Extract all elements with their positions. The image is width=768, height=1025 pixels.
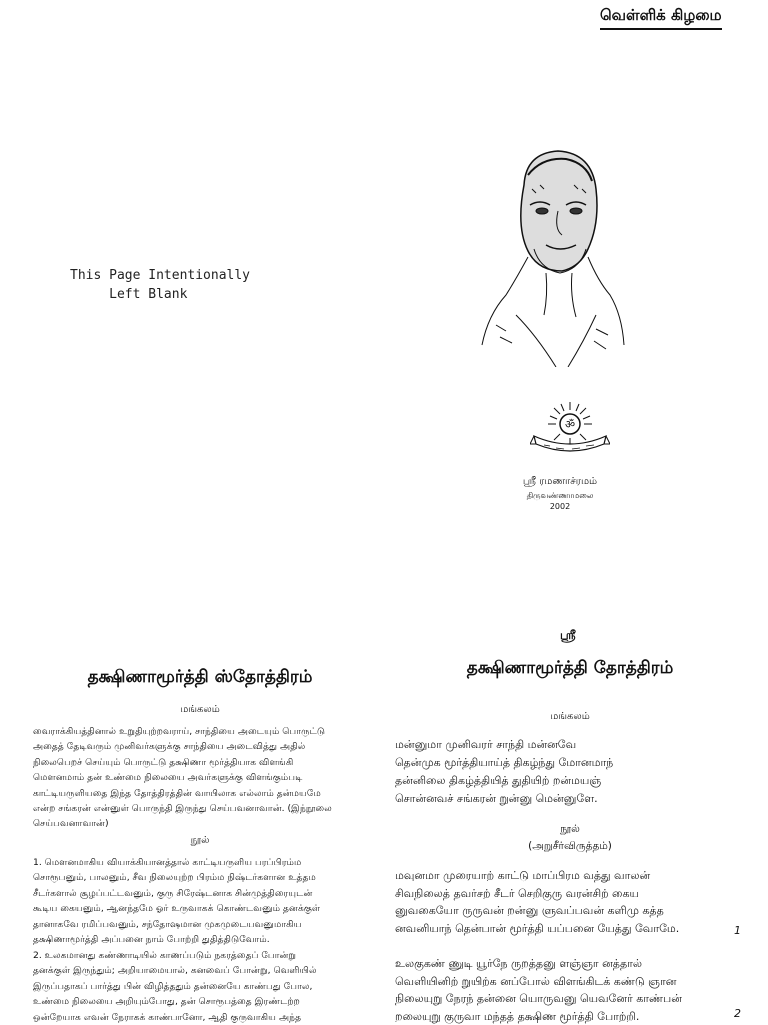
- verse-line: மன்னுமா முனிவரர் சாந்தி மன்னவே: [395, 738, 577, 751]
- paragraph-line: சொரூபனும், பாலனும், சீவ நிலையுற்ற பிரம்ம நிஷ்டர்களான உத்தம: [33, 872, 316, 884]
- paragraph-line: மௌனமாம் தன் உண்மை நிலையை அவர்களுக்கு விளங்கும்படி: [33, 772, 303, 784]
- paragraph-line: செய்பவனாவான்): [33, 818, 109, 830]
- ashram-emblem: [530, 400, 610, 458]
- verse-line: சொன்னவச் சங்கரன் றுன்னு மென்னுளே.: [395, 792, 598, 805]
- publisher-year: 2002: [549, 502, 571, 511]
- paragraph-line: இருப்பதாகப் பார்த்து பின் விழித்ததும் தன்னையே காண்பது போல,: [33, 980, 313, 992]
- svg-text:ॐ: ॐ: [564, 418, 576, 431]
- page-header-day: வெள்ளிக் கிழமை: [600, 6, 722, 30]
- paragraph-line: காட்டியருளியதை இந்த தோத்திரத்தின் வாயிலாக எல்லாம் தன்மயமே: [33, 787, 321, 799]
- right-mangalam-verse: [395, 736, 745, 808]
- verse-line: மவுனமா முரையாற் காட்டு மாப்பிரம வத்து வாலன்: [395, 869, 651, 882]
- paragraph-line: 2. உலகமானது கண்ணாடியில் காணப்படும் நகரத்தைப் போன்று: [33, 950, 297, 961]
- left-mangalam-paragraph: [33, 724, 375, 832]
- portrait-illustration: [476, 145, 626, 367]
- paragraph-line: அதைத் தேடிவரும் முனிவர்களுக்கு சாந்தியை அடைவித்து அதில்: [33, 741, 306, 753]
- right-verse-1: [395, 867, 745, 937]
- right-mangalam-heading: மங்கலம்: [550, 711, 590, 722]
- sri-heading: ஸ்ரீ: [560, 628, 576, 642]
- verse-line: தன்னிலை திகழ்த்தியித் துதியிற் றன்மயஞ்: [395, 774, 602, 787]
- paragraph-line: தனக்குள் இருந்தும்; அறியாமையால், கனவைப் போன்று, வெளியில்: [33, 965, 317, 977]
- paragraph-line: ஒன்றேயாக எவன் நேராகக் காண்பானோ, ஆதி குருவாகிய அந்த: [33, 1011, 302, 1023]
- verse-number-1: 1: [734, 924, 741, 937]
- verse-line: உலகுகண் ணுடி யூர்நே ருறத்தனு ளஞ்ஞா னத்தால்: [395, 957, 643, 970]
- left-title: தக்ஷிணாமூர்த்தி ஸ்தோத்திரம்: [87, 667, 313, 687]
- verse-line: சிவநிலைத் தவர்சற் சீடர் செறிகுரு வரன்சிற் கைய: [395, 886, 639, 900]
- paragraph-line: நிலைபெறச் செய்யும் பொருட்டு தக்ஷிணா மூர்த்தியாக விளங்கி: [33, 756, 294, 768]
- publisher-place: திருவண்ணாமலை: [526, 491, 594, 500]
- paragraph-line: சீடர்களால் சூழப்பட்டவனும், குரு சிரேஷ்டனாக சின்முத்திரையுடன்: [33, 887, 313, 899]
- paragraph-line: கூடிய கையனும், ஆனந்தமே ஓர் உருவாகக் கொண்டவனும் தனக்குள்: [33, 903, 321, 915]
- verse-line: னுவகையோ ருருவன் றன்னு ளுவப்பவன் களிமு கத்த: [395, 904, 664, 918]
- left-nool-heading: நூல்: [190, 835, 210, 846]
- paragraph-line: உண்மை நிலையை அறியும்போது, தன் சொரூபத்தை இரண்டற்ற: [33, 996, 300, 1008]
- blank-page-notice: This Page Intentionally Left Blank: [70, 268, 251, 302]
- verse-line: னவனியாந் தென்பான் மூர்த்தி யப்பனை யேத்து வோமே.: [395, 921, 680, 935]
- verse-line: றலையுறு குருவா மந்தத் தக்ஷிண மூர்த்தி போற்றி.: [395, 1009, 640, 1023]
- paragraph-line: தானாகவே ரமிப்பவனும், சந்தோஷமான முகமுடையவனுமாகிய: [33, 918, 302, 930]
- paragraph-line: என்ற சங்கரன் என்னுள் பொருந்தி இருந்து செய்பவனாவான். (இந்நூலை: [33, 803, 332, 815]
- left-paragraph-2: [33, 948, 375, 1025]
- verse-number-2: 2: [734, 1007, 741, 1020]
- right-verse-2: [395, 955, 745, 1025]
- paragraph-line: தக்ஷிணாமூர்த்தி அப்பனை நாம் போற்றி துதித்திடுவோம்.: [33, 934, 270, 946]
- right-meter-heading: (அறுசீர்விருத்தம்): [528, 840, 612, 852]
- right-nool-heading: நூல்: [560, 823, 580, 835]
- left-paragraph-1: [33, 855, 375, 947]
- paragraph-line: 1. மௌனமாகிய வியாக்கியானத்தால் காட்டியருளிய பரப்பிரம்ம: [33, 857, 302, 868]
- left-mangalam-heading: மங்கலம்: [180, 704, 220, 715]
- paragraph-line: வைராக்கியத்தினால் உறுதியுற்றவராய், சாந்தியை அடையும் பொருட்டு: [33, 726, 326, 737]
- verse-line: தென்முக மூர்த்தியாய்த் திகழ்ந்து மோனமாந்: [395, 756, 614, 769]
- verse-line: வெளியினிற் றுயிற்க னப்போல் விளங்கிடக் கண்டு ஞான: [395, 974, 677, 988]
- verse-line: நிலையுறு நேரந் தன்னை யொருவனு யெவனேர் காண்பன்: [395, 992, 682, 1006]
- right-title: தக்ஷிணாமூர்த்தி தோத்திரம்: [466, 658, 674, 678]
- publisher-name: ஸ்ரீ ரமணாச்ரமம்: [522, 476, 598, 487]
